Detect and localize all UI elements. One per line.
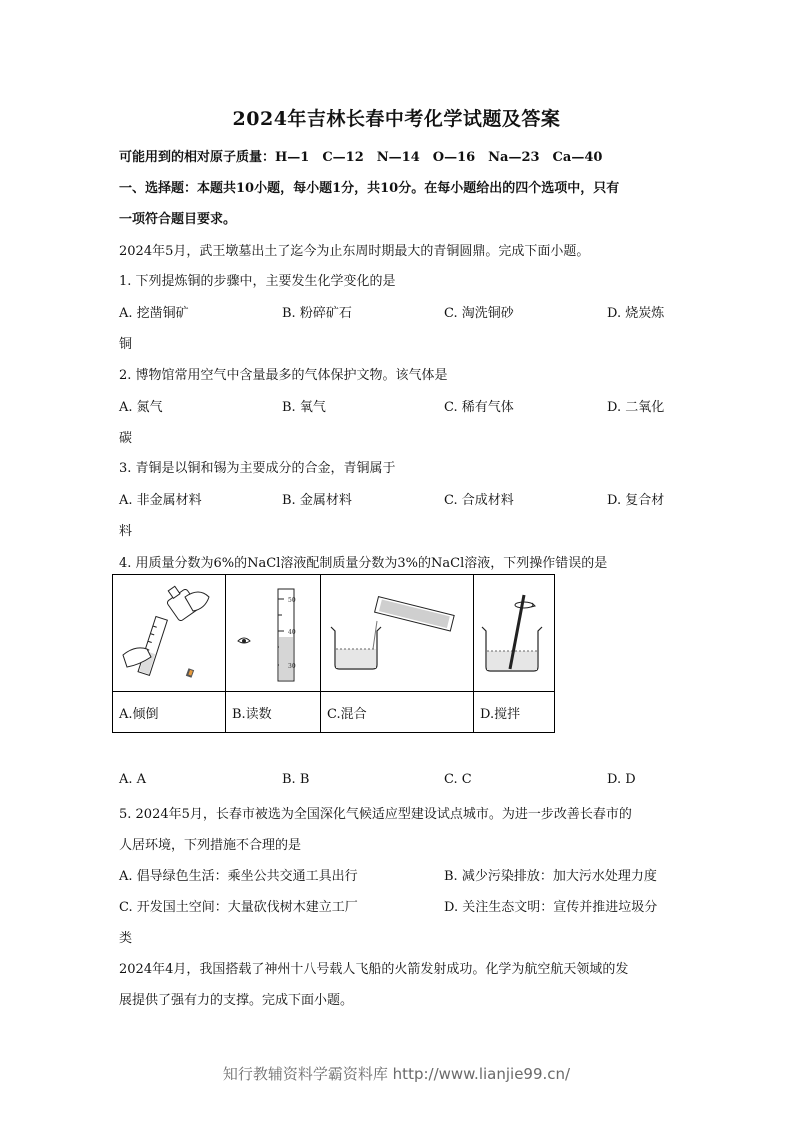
q4-option-b[interactable]: B. B (282, 772, 310, 787)
section-heading-line2: 一项符合题目要求。 (119, 212, 237, 227)
q1-option-d[interactable]: D. 烧炭炼 (607, 306, 665, 321)
q5-option-b[interactable]: B. 减少污染排放：加大污水处理力度 (444, 869, 657, 884)
intro-paragraph-2-line2: 展提供了强有力的支撑。完成下面小题。 (119, 993, 354, 1008)
q5-option-a[interactable]: A. 倡导绿色生活：乘坐公共交通工具出行 (119, 869, 358, 884)
intro-paragraph-1: 2024年5月，武王墩墓出土了迄今为止东周时期最大的青铜圆鼎。完成下面小题。 (119, 244, 590, 259)
q4-figure-table (112, 574, 555, 733)
intro-paragraph-2-line1: 2024年4月，我国搭载了神州十八号载人飞船的火箭发射成功。化学为航空航天领域的发 (119, 962, 629, 977)
question-1-stem: 1. 下列提炼铜的步骤中，主要发生化学变化的是 (119, 274, 396, 289)
question-3-stem: 3. 青铜是以铜和锡为主要成分的合金，青铜属于 (119, 461, 396, 476)
reading-illustration (226, 575, 320, 691)
cylinder-tick-top: 50 (288, 597, 296, 604)
q3-option-c[interactable]: C. 合成材料 (444, 493, 514, 508)
q5-option-c[interactable]: C. 开发国土空间：大量砍伐树木建立工厂 (119, 900, 358, 915)
caption-c: C.混合 (321, 692, 474, 733)
section-heading-line1: 一、选择题：本题共10小题，每小题1分，共10分。在每小题给出的四个选项中，只有 (119, 181, 620, 196)
q3-option-a[interactable]: A. 非金属材料 (119, 493, 202, 508)
question-5-stem-line1: 5. 2024年5月，长春市被选为全国深化气候适应型建设试点城市。为进一步改善长春市的 (119, 807, 632, 822)
caption-b: B.读数 (226, 692, 321, 733)
q4-option-a[interactable]: A. A (119, 772, 147, 787)
caption-a: A.倾倒 (113, 692, 226, 733)
question-5-stem-line2: 人居环境，下列措施不合理的是 (119, 838, 302, 853)
stirring-illustration (474, 575, 554, 691)
q2-option-a[interactable]: A. 氮气 (119, 400, 163, 415)
q1-option-d-wrap: 铜 (119, 337, 133, 352)
q3-option-d-wrap: 料 (119, 524, 133, 539)
page-title: 2024年吉林长春中考化学试题及答案 (232, 108, 561, 130)
caption-d: D.搅拌 (474, 692, 555, 733)
q3-option-b[interactable]: B. 金属材料 (282, 493, 352, 508)
question-4-stem: 4. 用质量分数为6%的NaCl溶液配制质量分数为3%的NaCl溶液，下列操作错误的是 (119, 556, 608, 571)
q2-option-c[interactable]: C. 稀有气体 (444, 400, 514, 415)
q1-option-a[interactable]: A. 挖凿铜矿 (119, 306, 189, 321)
figure-pouring (113, 575, 226, 692)
figure-mixing (321, 575, 474, 692)
question-2-stem: 2. 博物馆常用空气中含量最多的气体保护文物。该气体是 (119, 368, 448, 383)
pouring-illustration (113, 575, 225, 691)
q5-option-d-wrap: 类 (119, 931, 133, 946)
footer-watermark: 知行教辅资料学霸资料库 http://www.lianjie99.cn/ (222, 1065, 571, 1083)
q1-option-c[interactable]: C. 淘洗铜砂 (444, 306, 514, 321)
atomic-mass-line: 可能用到的相对原子质量：H—1 C—12 N—14 O—16 Na—23 Ca—40 (119, 150, 603, 165)
q1-option-b[interactable]: B. 粉碎矿石 (282, 306, 352, 321)
mixing-illustration (321, 575, 473, 691)
figure-stirring (474, 575, 555, 692)
q3-option-d[interactable]: D. 复合材 (607, 493, 665, 508)
q4-option-c[interactable]: C. C (444, 772, 472, 787)
q2-option-d-wrap: 碳 (119, 431, 133, 446)
q5-option-d[interactable]: D. 关注生态文明：宣传并推进垃圾分 (444, 900, 658, 915)
q2-option-b[interactable]: B. 氧气 (282, 400, 326, 415)
q4-option-d[interactable]: D. D (607, 772, 636, 787)
cylinder-tick-bottom: 30 (288, 663, 296, 670)
figure-reading (226, 575, 321, 692)
q2-option-d[interactable]: D. 二氧化 (607, 400, 665, 415)
cylinder-tick-mid: 40 (288, 629, 296, 636)
